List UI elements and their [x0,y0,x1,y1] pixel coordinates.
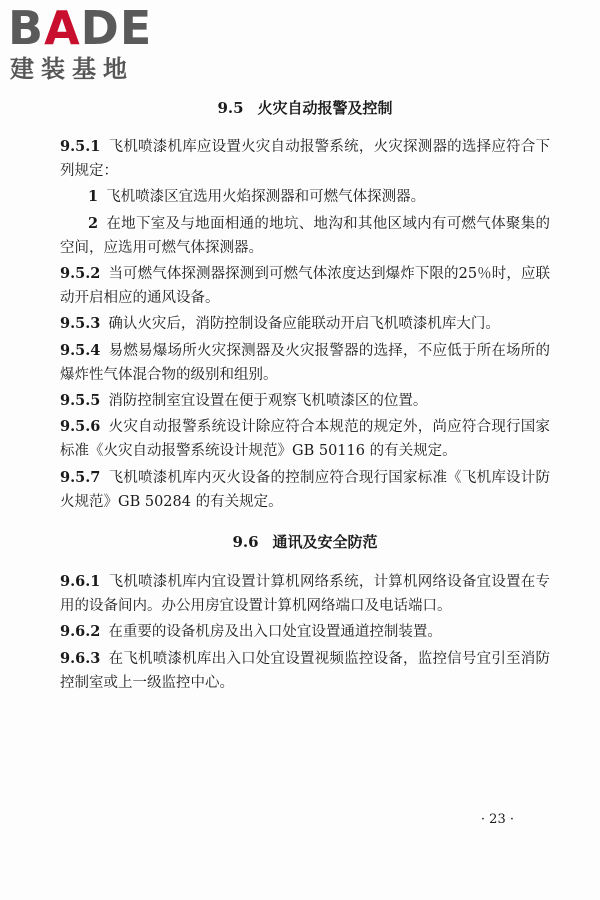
clause-text: 确认火灾后，消防控制设备应能联动开启飞机喷漆机库大门。 [108,316,500,333]
clause-number: 9.5.5 [60,392,101,410]
clause-9-5-2 [60,262,550,310]
item-number: 1 [88,188,99,206]
logo [8,2,178,88]
clause-9-5-6 [60,415,550,463]
clause-number: 9.6.2 [60,623,101,641]
clause-text: 消防控制室宜设置在便于观察飞机喷漆区的位置。 [108,393,428,410]
section-number: 9.5 [217,99,244,117]
clause-text: 当可燃气体探测器探测到可燃气体浓度达到爆炸下限的25％时，应联动开启相应的通风设备。 [60,266,550,307]
logo-letters-de: DE [80,1,153,55]
logo-letter-a: A [44,1,81,55]
clause-9-5-1 [60,135,550,183]
clause-9-6-1 [60,570,550,618]
clause-number: 9.5.4 [60,341,101,359]
clause-number: 9.5.3 [60,315,101,333]
item-number: 2 [88,214,99,232]
logo-subtitle: 建装基地 [10,55,134,83]
section-number: 9.6 [232,533,259,552]
clause-9-6-3 [60,647,550,695]
section-title: 火灾自动报警及控制 [257,99,393,117]
clause-number: 9.5.2 [60,265,101,283]
item-text: 飞机喷漆区宜选用火焰探测器和可燃气体探测器。 [106,189,426,206]
clause-text: 在飞机喷漆机库出入口处宜设置视频监控设备，监控信号宜引至消防控制室或上一级监控中心。 [60,650,550,691]
clause-9-5-3 [60,312,550,336]
clause-text: 飞机喷漆机库应设置火灾自动报警系统，火灾探测器的选择应符合下列规定： [60,139,550,180]
list-item [60,212,550,260]
document-body [60,96,550,697]
clause-text: 易燃易爆场所火灾探测器及火灾报警器的选择，不应低于所在场所的爆炸性气体混合物的级别和组别。 [60,342,550,383]
clause-text: 火灾自动报警系统设计除应符合本规范的规定外，尚应符合现行国家标准《火灾自动报警系统设计规范》GB 50116 的有关规定。 [60,419,550,460]
clause-text: 在重要的设备机房及出入口处宜设置通道控制装置。 [108,624,442,641]
clause-number: 9.5.6 [60,418,101,436]
page-number: · 23 · [480,812,514,827]
logo-letters-b: B [8,1,45,55]
section-heading-9-5 [60,96,550,120]
list-item [60,185,550,209]
logo-wordmark [8,2,152,54]
clause-text: 飞机喷漆机库内灭火设备的控制应符合现行国家标准《飞机库设计防火规范》GB 50284 的有关规定。 [60,469,550,510]
clause-9-6-2 [60,620,550,644]
clause-number: 9.5.7 [60,468,101,486]
clause-9-5-5 [60,389,550,413]
section-title: 通讯及安全防范 [272,533,378,552]
clause-number: 9.6.3 [60,649,101,667]
clause-9-5-7 [60,466,550,514]
clause-text: 飞机喷漆机库内宜设置计算机网络系统，计算机网络设备宜设置在专用的设备间内。办公用房宜设置计算机网络端口及电话端口。 [60,574,550,615]
item-text: 在地下室及与地面相通的地坑、地沟和其他区域内有可燃气体聚集的空间，应选用可燃气体探测器。 [60,215,550,256]
clause-number: 9.5.1 [60,138,101,155]
clause-9-5-4 [60,339,550,387]
clause-number: 9.6.1 [60,573,101,591]
section-heading-9-6 [60,530,550,554]
